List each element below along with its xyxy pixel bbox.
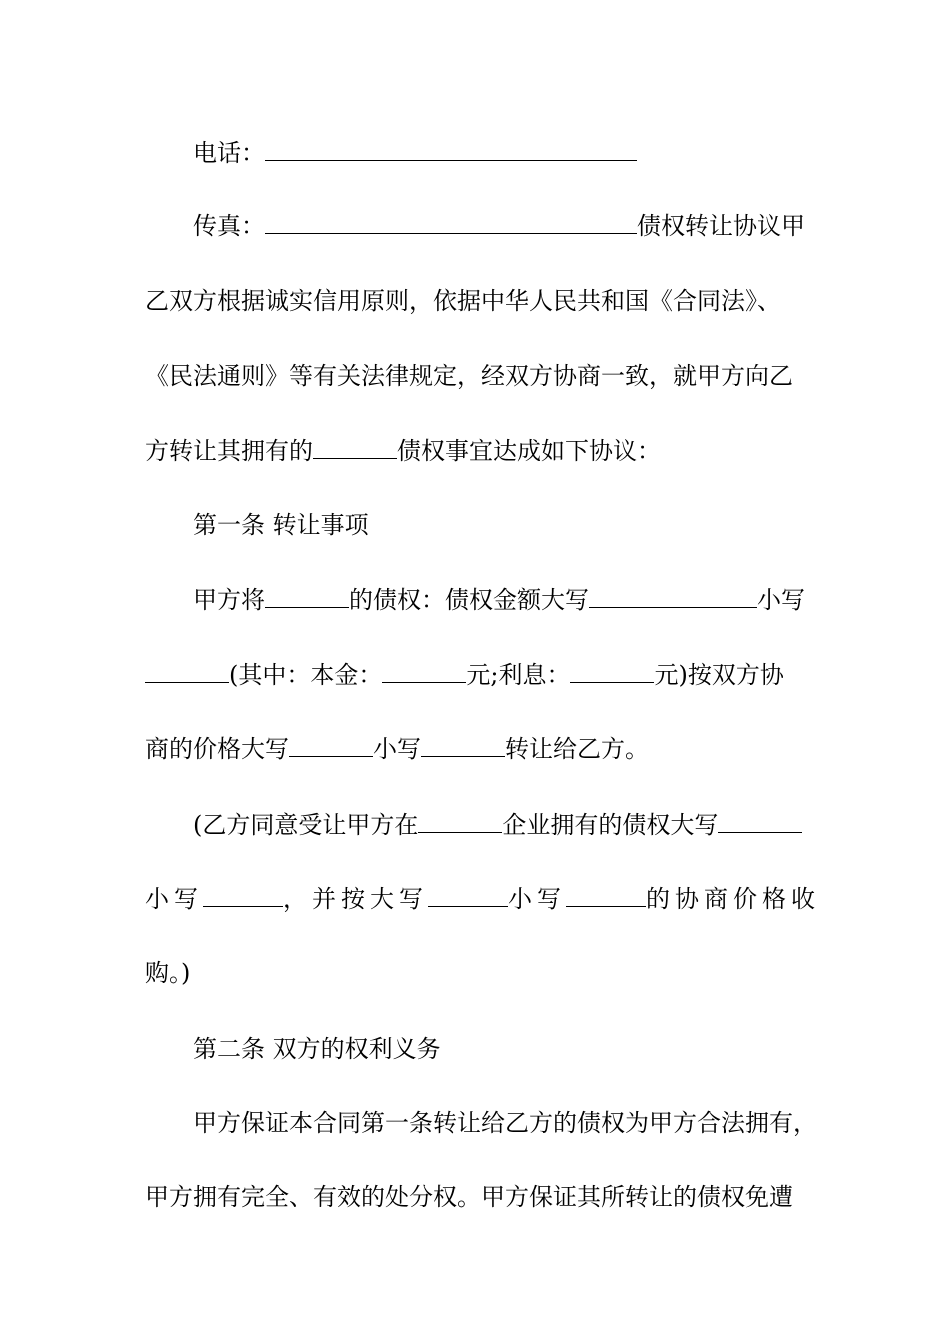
enterprise-blank [418,810,502,833]
price-lowercase-blank [421,734,505,757]
text-line-5a: 方转让其拥有的 [145,437,313,465]
text-line-10b: 企业拥有的债权大写 [502,811,719,839]
text-line-10a: (乙方同意受让甲方在 [193,811,419,839]
creditor-blank [313,436,397,459]
text-line-9c: 转让给乙方。 [505,735,649,763]
paragraph-line-10 [193,810,810,840]
text-line-12: 购。) [145,959,191,987]
text-line-7c: 小写 [757,586,805,614]
article-1-title: 第一条 转让事项 [193,511,369,539]
fax-line [193,211,810,241]
purchase-uppercase-blank [428,884,508,907]
text-line-15: 甲方拥有完全、有效的处分权。甲方保证其所转让的债权免遭 [145,1183,793,1211]
text-line-5b: 债权事宜达成如下协议： [397,437,661,465]
text-line-11b: ，并按大写 [283,885,428,913]
amount-uppercase-blank [589,585,757,608]
agreement-title-start: 债权转让协议甲 [637,212,805,240]
text-line-9b: 小写 [373,735,421,763]
text-line-4: 《民法通则》等有关法律规定，经双方协商一致，就甲方向乙 [145,362,793,390]
article-2-title: 第二条 双方的权利义务 [193,1035,441,1063]
phone-blank [265,138,637,161]
text-line-9a: 商的价格大写 [145,735,289,763]
paragraph-line-4 [145,361,810,391]
phone-line [193,138,810,168]
principal-blank [382,660,466,683]
paragraph-line-11 [145,884,820,914]
fax-label: 传真： [193,212,265,240]
text-line-3: 乙双方根据诚实信用原则，依据中华人民共和国《合同法》、 [145,287,781,315]
text-line-7b: 的债权：债权金额大写 [349,586,589,614]
amount-lowercase-blank [145,660,229,683]
paragraph-line-15 [145,1182,810,1212]
phone-label: 电话： [193,139,265,167]
paragraph-line-5 [145,436,810,466]
text-line-11c: 小写 [508,885,566,913]
paragraph-line-14 [193,1108,817,1138]
text-line-7a: 甲方将 [193,586,265,614]
text-line-8c: 元)按双方协 [654,661,784,689]
purchase-lowercase-blank [566,884,646,907]
paragraph-line-7 [193,585,810,615]
claim-uppercase-blank [718,810,802,833]
fax-blank [265,211,637,234]
text-line-11d: 的协商价格收 [646,885,820,913]
text-line-8b: 元;利息： [466,661,571,689]
paragraph-line-9 [145,734,810,764]
text-line-14: 甲方保证本合同第一条转让给乙方的债权为甲方合法拥有， [193,1109,817,1137]
interest-blank [570,660,654,683]
paragraph-line-8 [145,660,810,690]
claim-lowercase-blank [203,884,283,907]
price-uppercase-blank [289,734,373,757]
article-1-heading [193,510,810,540]
text-line-11a: 小写 [145,885,203,913]
debt-blank [265,585,349,608]
paragraph-line-12 [145,958,810,988]
article-2-heading [193,1034,810,1064]
text-line-8a: (其中：本金： [229,661,383,689]
paragraph-line-3 [145,286,810,316]
